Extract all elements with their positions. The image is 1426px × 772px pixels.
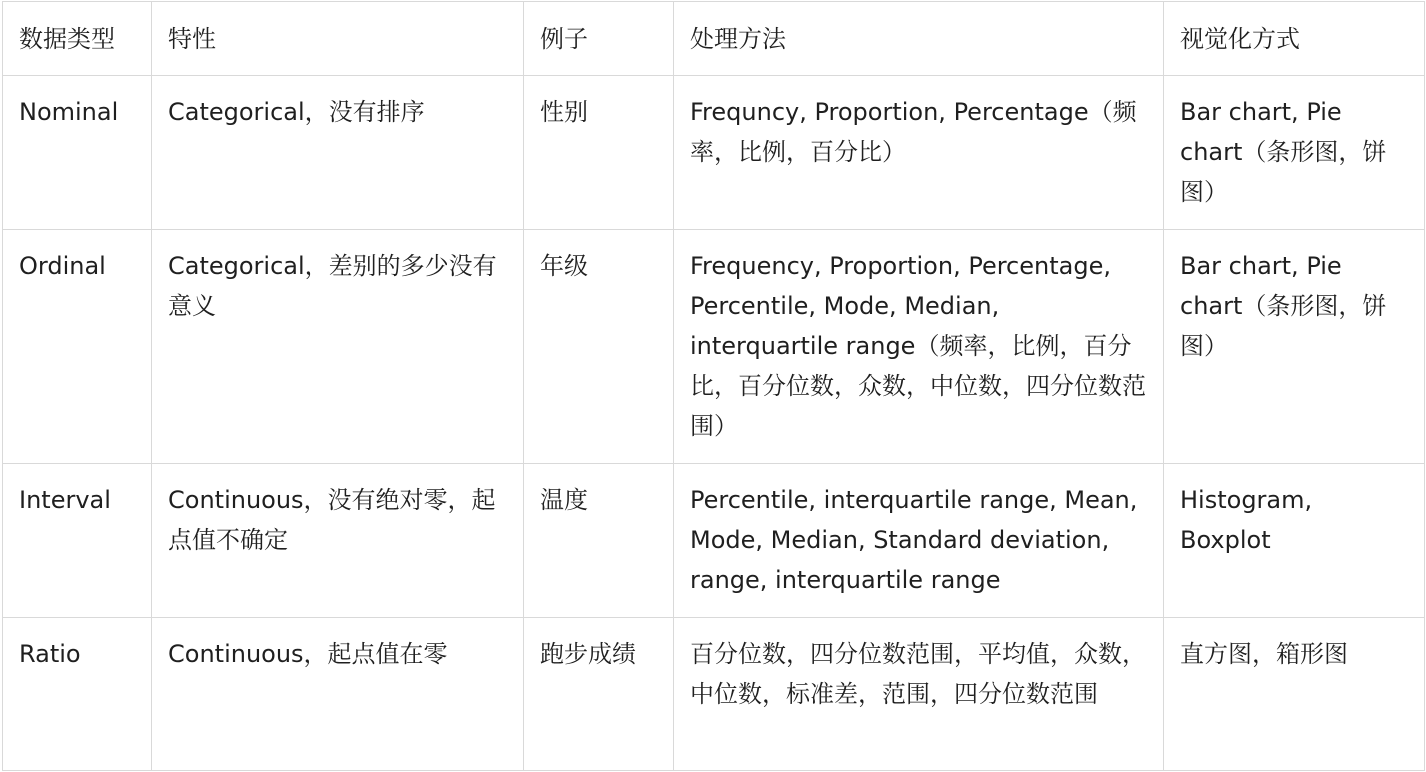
cell-example: 年级 — [524, 230, 674, 464]
cell-method: Percentile, interquartile range, Mean, Mode, Median, Standard deviation, range, interquartile range — [674, 464, 1164, 618]
cell-type: Nominal — [3, 76, 152, 230]
cell-type: Ratio — [3, 618, 152, 771]
cell-example: 跑步成绩 — [524, 618, 674, 771]
table-row-interval — [3, 464, 1425, 618]
table-body — [3, 76, 1425, 771]
cell-visual: Histogram, Boxplot — [1164, 464, 1425, 618]
header-data-type: 数据类型 — [3, 2, 152, 76]
cell-type: Ordinal — [3, 230, 152, 464]
cell-method: Frequency, Proportion, Percentage, Percentile, Mode, Median, interquartile range（频率，比例，百分比，百分位数，众数，中位数，四分位数范围） — [674, 230, 1164, 464]
cell-visual: Bar chart, Pie chart（条形图，饼图） — [1164, 230, 1425, 464]
cell-trait: Categorical，差别的多少没有意义 — [152, 230, 524, 464]
table-row-ratio — [3, 618, 1425, 771]
cell-visual: Bar chart, Pie chart（条形图，饼图） — [1164, 76, 1425, 230]
cell-trait: Categorical，没有排序 — [152, 76, 524, 230]
cell-method: Frequncy, Proportion, Percentage（频率，比例，百分比） — [674, 76, 1164, 230]
cell-type: Interval — [3, 464, 152, 618]
cell-trait: Continuous，没有绝对零，起点值不确定 — [152, 464, 524, 618]
header-visualization: 视觉化方式 — [1164, 2, 1425, 76]
table-row-ordinal — [3, 230, 1425, 464]
data-types-table-container — [2, 1, 1424, 770]
table-row-nominal — [3, 76, 1425, 230]
data-types-table — [2, 1, 1425, 771]
cell-example: 温度 — [524, 464, 674, 618]
header-example: 例子 — [524, 2, 674, 76]
table-header — [3, 2, 1425, 76]
cell-trait: Continuous，起点值在零 — [152, 618, 524, 771]
header-method: 处理方法 — [674, 2, 1164, 76]
cell-visual: 直方图，箱形图 — [1164, 618, 1425, 771]
cell-example: 性别 — [524, 76, 674, 230]
cell-method: 百分位数，四分位数范围，平均值，众数，中位数，标准差，范围，四分位数范围 — [674, 618, 1164, 771]
header-trait: 特性 — [152, 2, 524, 76]
header-row — [3, 2, 1425, 76]
